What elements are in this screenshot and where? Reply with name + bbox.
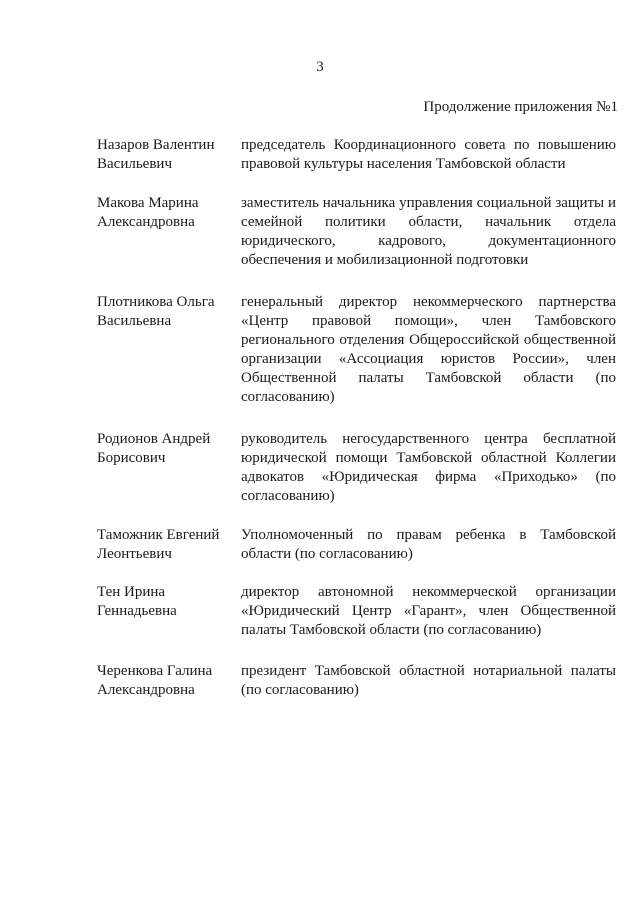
member-list: [0, 136, 640, 700]
member-description: руководитель негосударственного центра бесплатной юридической помощи Тамбовской областной Коллегии адвокатов «Юридическая фирма «Приходько» (по согласованию): [241, 431, 616, 504]
member-description: директор автономной некоммерческой организации «Юридический Центр «Гарант», член Общественной палаты Тамбовской области (по согласованию): [241, 584, 616, 638]
member-name: Тен Ирина Геннадьевна: [97, 584, 177, 619]
member-name: Черенкова Галина Александровна: [97, 663, 213, 698]
member-name: Родионов Андрей Борисович: [97, 431, 211, 466]
member-row: [0, 293, 640, 407]
member-row: [0, 583, 640, 640]
page-number: 3: [316, 59, 324, 75]
member-row: [0, 526, 640, 564]
member-description: президент Тамбовской областной нотариальной палаты (по согласованию): [241, 663, 616, 698]
member-description: председатель Координационного совета по повышению правовой культуры населения Тамбовской области: [241, 137, 616, 172]
member-description: заместитель начальника управления социальной защиты и семейной политики области, начальник отдела юридического, кадрового, документационного обеспечения и мобилизационной подготовки: [241, 195, 616, 268]
member-name: Плотникова Ольга Васильевна: [97, 294, 215, 329]
member-description: Уполномоченный по правам ребенка в Тамбовской области (по согласованию): [241, 527, 616, 562]
member-description: генеральный директор некоммерческого партнерства «Центр правовой помощи», член Тамбовского регионального отделения Общероссийской общественной организации «Ассоциация юристов России», член Общественной палаты Тамбовской области (по согласованию): [241, 294, 616, 405]
member-name: Макова Марина Александровна: [97, 195, 199, 230]
member-row: [0, 662, 640, 700]
appendix-continuation-note: Продолжение приложения №1: [423, 99, 618, 115]
member-row: [0, 194, 640, 270]
member-name: Назаров Валентин Васильевич: [97, 137, 215, 172]
member-row: [0, 136, 640, 174]
member-row: [0, 430, 640, 506]
member-name: Таможник Евгений Леонтьевич: [97, 527, 220, 562]
